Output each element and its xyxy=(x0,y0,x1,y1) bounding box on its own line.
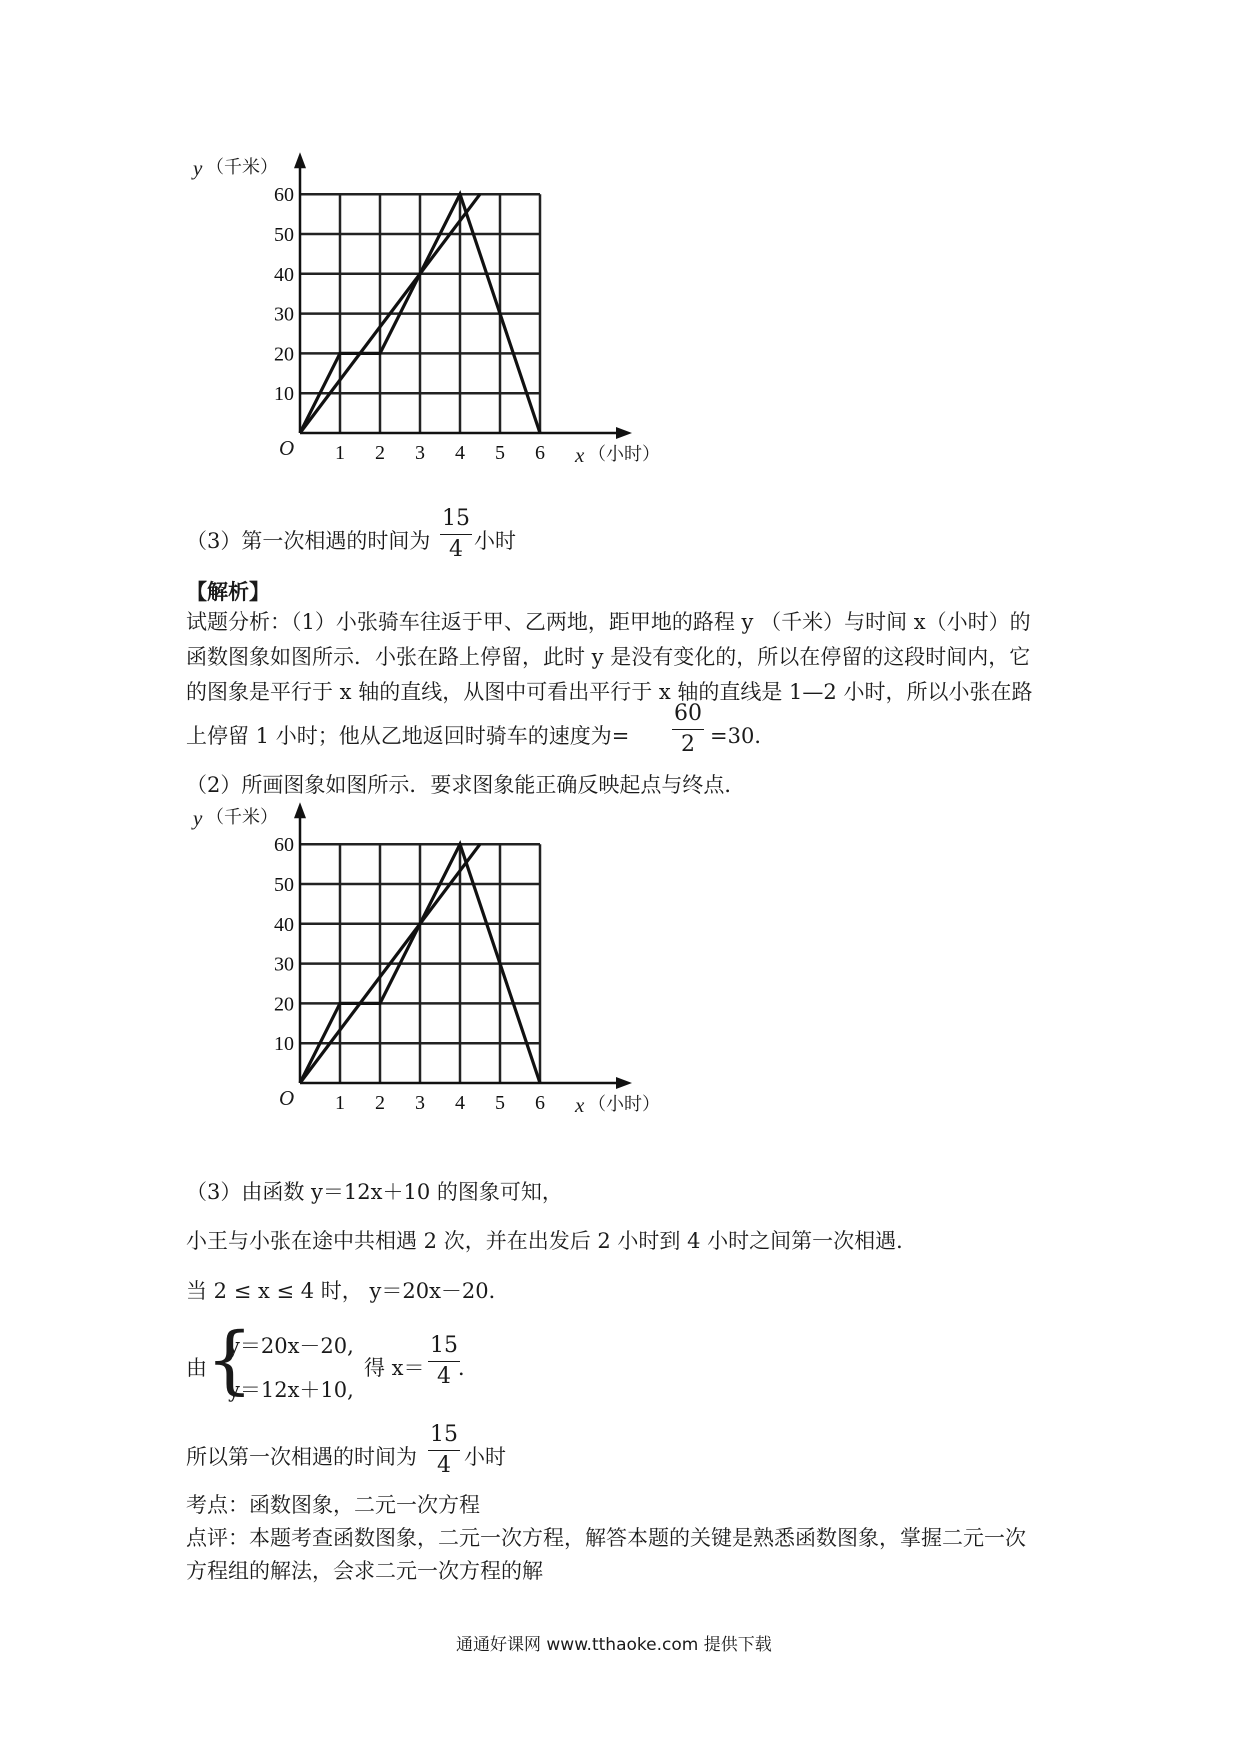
chart-2-x-unit: （小时） xyxy=(588,1094,660,1115)
x-tick-label: 4 xyxy=(455,442,465,464)
y-axis-arrow-icon xyxy=(294,152,306,168)
x-axis-arrow-icon xyxy=(616,1077,632,1089)
system-result-fraction xyxy=(428,1335,460,1388)
solution-3-line-3: 当 2 ≤ x ≤ 4 时， y＝20x－20． xyxy=(186,1279,510,1303)
solution-3-line-2: 小王与小张在途中共相遇 2 次，并在出发后 2 小时到 4 小时之间第一次相遇． xyxy=(186,1229,918,1253)
y-tick-label: 50 xyxy=(274,224,294,246)
chart-1-origin: O xyxy=(279,436,295,460)
final-answer-denominator: 4 xyxy=(437,1453,451,1478)
chart-1-x-var: x xyxy=(575,443,585,467)
x-axis-arrow-icon xyxy=(616,427,632,439)
y-tick-label: 10 xyxy=(274,383,294,406)
chart-1-x-unit: （小时） xyxy=(588,444,660,465)
speed-numerator: 60 xyxy=(672,703,704,730)
y-tick-label: 30 xyxy=(274,303,294,326)
y-tick-label: 30 xyxy=(274,953,294,976)
solution-3-line-1: （3）由函数 y＝12x＋10 的图象可知， xyxy=(186,1180,563,1204)
x-tick-label: 3 xyxy=(415,442,425,464)
chart-1-y-unit: （千米） xyxy=(206,157,278,178)
chart-1 xyxy=(230,150,690,470)
system-equation-1: y＝20x－20, xyxy=(228,1334,354,1358)
x-tick-label: 6 xyxy=(535,1092,545,1114)
chart-2-origin: O xyxy=(279,1086,295,1110)
analysis-line-4-prefix: 上停留 1 小时；他从乙地返回时骑车的速度为= xyxy=(186,724,630,748)
y-tick-label: 10 xyxy=(274,1033,294,1056)
x-tick-label: 1 xyxy=(335,1092,345,1114)
y-tick-label: 50 xyxy=(274,874,294,896)
chart-1-y-var: y xyxy=(193,156,203,180)
chart-2-y-var: y xyxy=(193,806,203,830)
chart-2-y-unit: （千米） xyxy=(206,807,278,828)
speed-denominator: 2 xyxy=(681,732,695,757)
answer-3-suffix: 小时 xyxy=(474,529,516,553)
x-tick-label: 2 xyxy=(375,442,385,464)
x-tick-label: 4 xyxy=(455,1092,465,1114)
key-point: 考点：函数图象，二元一次方程 xyxy=(186,1493,480,1517)
system-result-denominator: 4 xyxy=(437,1364,451,1389)
x-tick-label: 6 xyxy=(535,442,545,464)
final-answer-numerator: 15 xyxy=(428,1424,460,1451)
x-tick-label: 5 xyxy=(495,1092,505,1114)
y-tick-label: 20 xyxy=(274,993,294,1016)
y-tick-label: 60 xyxy=(274,834,294,857)
x-tick-label: 1 xyxy=(335,442,345,464)
final-answer-fraction xyxy=(428,1424,460,1477)
system-result-prefix: 得 x＝ xyxy=(364,1356,425,1380)
y-tick-label: 40 xyxy=(274,913,294,936)
speed-fraction xyxy=(672,703,704,756)
answer-3-prefix: （3）第一次相遇的时间为 xyxy=(186,529,431,553)
y-tick-label: 60 xyxy=(274,184,294,207)
analysis-line-1: 试题分析：（1）小张骑车往返于甲、乙两地，距甲地的路程 y （千米）与时间 x（小时）的 xyxy=(186,610,1031,634)
analysis-heading: 【解析】 xyxy=(186,579,270,604)
distance-time-graph-2 xyxy=(230,800,690,1120)
answer-3-fraction xyxy=(440,508,472,561)
y-tick-label: 40 xyxy=(274,263,294,286)
chart-2 xyxy=(230,800,690,1120)
analysis-part-2: （2）所画图象如图所示．要求图象能正确反映起点与终点． xyxy=(186,773,746,797)
system-end: ． xyxy=(458,1356,479,1380)
comment-line-1: 点评：本题考查函数图象，二元一次方程，解答本题的关键是熟悉函数图象，掌握二元一次 xyxy=(186,1526,1026,1550)
x-tick-label: 3 xyxy=(415,1092,425,1114)
comment-line-2: 方程组的解法，会求二元一次方程的解 xyxy=(186,1559,543,1583)
final-answer-prefix: 所以第一次相遇的时间为 xyxy=(186,1445,417,1469)
analysis-line-2: 函数图象如图所示．小张在路上停留，此时 y 是没有变化的，所以在停留的这段时间内，它 xyxy=(186,645,1031,669)
footer-text: 通通好课网 www.tthaoke.com 提供下载 xyxy=(456,1635,772,1655)
system-prefix: 由 xyxy=(186,1356,207,1380)
answer-3-numerator: 15 xyxy=(440,508,472,535)
chart-2-x-var: x xyxy=(575,1093,585,1117)
system-equation-2: y＝12x＋10, xyxy=(228,1378,354,1402)
y-axis-arrow-icon xyxy=(294,802,306,818)
x-tick-label: 5 xyxy=(495,442,505,464)
system-result-numerator: 15 xyxy=(428,1335,460,1362)
analysis-line-4-suffix: =30． xyxy=(710,724,776,748)
system-brace: { xyxy=(206,1317,254,1403)
analysis-line-3: 的图象是平行于 x 轴的直线，从图中可看出平行于 x 轴的直线是 1—2 小时，所以小张在路 xyxy=(186,680,1033,704)
final-answer-suffix: 小时 xyxy=(464,1445,506,1469)
y-tick-label: 20 xyxy=(274,343,294,366)
x-tick-label: 2 xyxy=(375,1092,385,1114)
answer-3-denominator: 4 xyxy=(449,537,463,562)
distance-time-graph-1 xyxy=(230,150,690,470)
